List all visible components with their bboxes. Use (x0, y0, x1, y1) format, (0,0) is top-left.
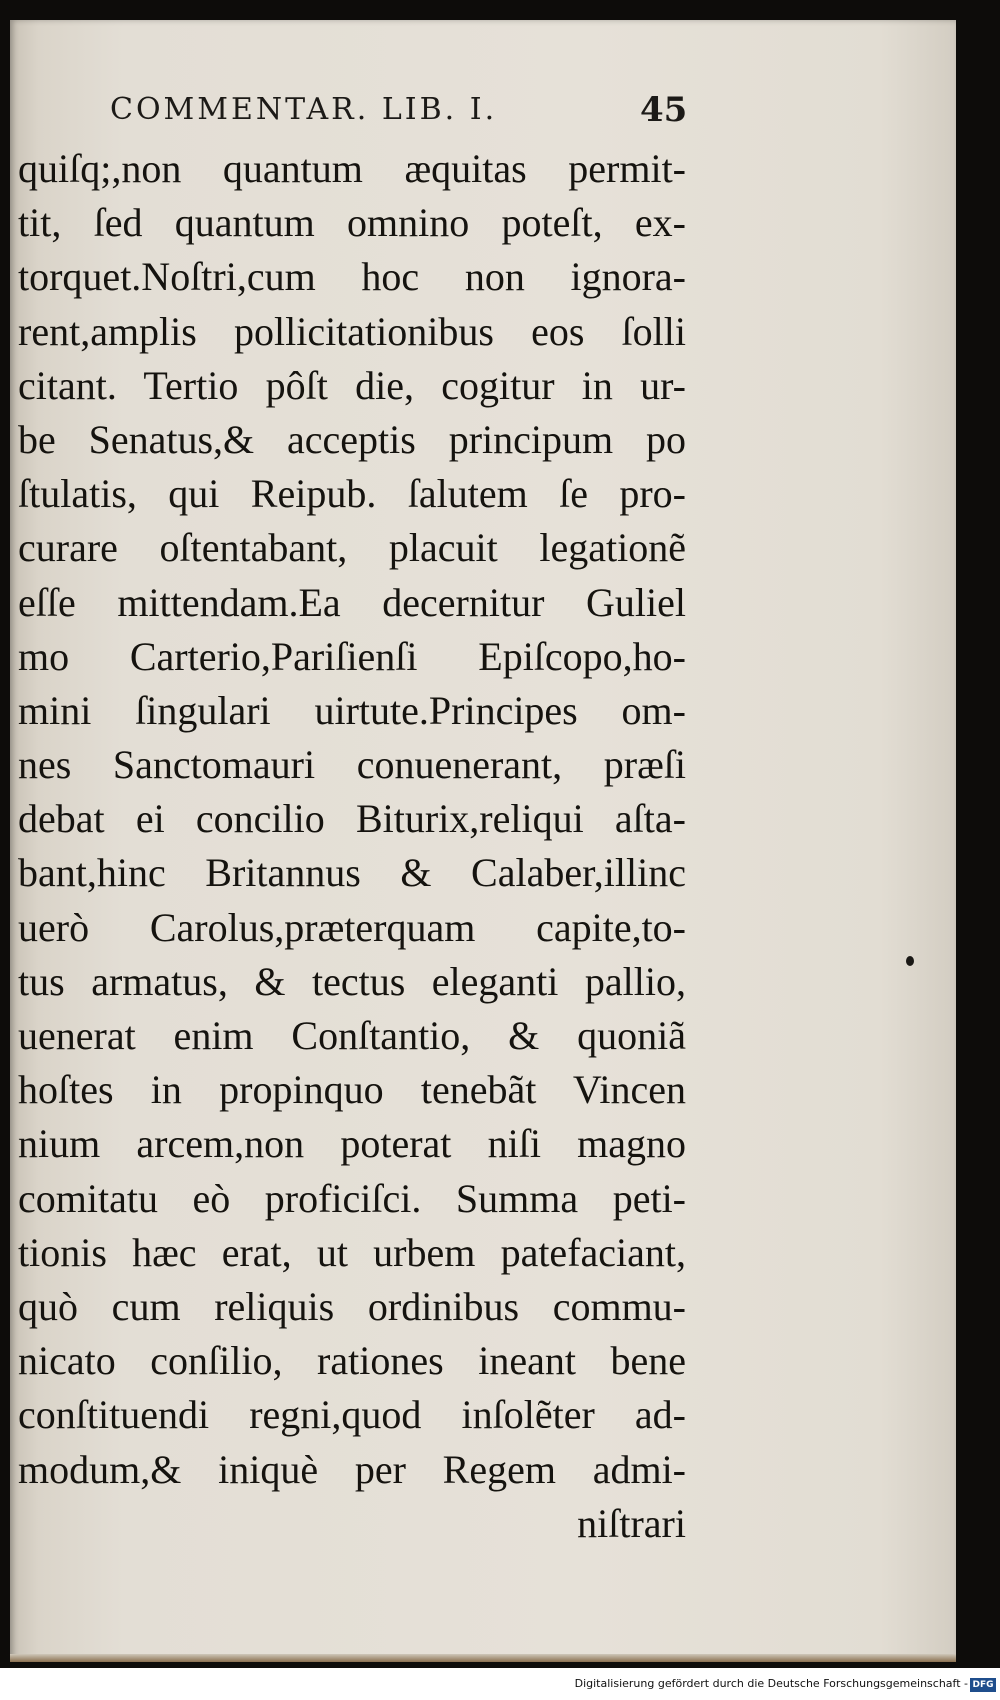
digitization-credit: Digitalisierung gefördert durch die Deutsche Forschungsgemeinschaft - (574, 1677, 968, 1690)
text-line: debat ei concilio Biturix,reliqui aſta- (18, 796, 686, 842)
text-line: hoſtes in propinquo tenebãt Vincen (18, 1067, 686, 1113)
text-line: mini ſingulari uirtute.Principes om- (18, 687, 686, 733)
text-line: quiſq;,non quantum æquitas permit- (18, 146, 686, 191)
text-line: nicato conſilio, rationes ineant bene (18, 1338, 686, 1384)
text-line: conſtituendi regni,quod inſolẽter ad- (18, 1392, 686, 1438)
text-line: comitatu eò proficiſci. Summa peti- (18, 1175, 686, 1221)
text-line: tus armatus, & tectus eleganti pallio, (18, 958, 686, 1004)
page-number: 45 (640, 90, 688, 130)
dfg-logo: DFG (970, 1678, 996, 1692)
running-head: COMMENTAR. LIB. I. (110, 92, 498, 127)
text-line: ſtulatis, qui Reipub. ſalutem ſe pro- (18, 471, 686, 517)
text-line: tionis hæc erat, ut urbem patefaciant, (18, 1229, 686, 1275)
text-line: be Senatus,& acceptis principum po (18, 416, 686, 462)
text-line: bant,hinc Britannus & Calaber,illinc (18, 850, 686, 896)
page-bottom-edge (10, 1654, 956, 1662)
text-line: nes Sanctomauri conuenerant, præſi (18, 742, 686, 788)
text-line: curare oſtentabant, placuit legationẽ (18, 525, 686, 571)
text-line: mo Carterio,Pariſienſi Epiſcopo,ho- (18, 633, 686, 679)
text-line: citant. Tertio pôſt die, cogitur in ur- (18, 362, 686, 408)
text-line: tit, ſed quantum omnino poteſt, ex- (18, 200, 686, 246)
ink-speck (906, 956, 914, 966)
text-line: nium arcem,non poterat niſi magno (18, 1121, 686, 1167)
text-line: eſſe mittendam.Ea decernitur Guliel (18, 579, 686, 625)
text-line: niſtrari (577, 1500, 686, 1546)
text-line: uenerat enim Conſtantio, & quoniã (18, 1013, 686, 1058)
text-line: uerò Carolus,præterquam capite,to- (18, 904, 686, 950)
text-line: rent,amplis pollicitationibus eos ſolli (18, 308, 686, 354)
body-text (18, 142, 686, 1551)
text-line: torquet.Noſtri,cum hoc non ignora- (18, 254, 686, 300)
text-line: quò cum reliquis ordinibus commu- (18, 1283, 686, 1329)
text-line: modum,& iniquè per Regem admi- (18, 1446, 686, 1492)
